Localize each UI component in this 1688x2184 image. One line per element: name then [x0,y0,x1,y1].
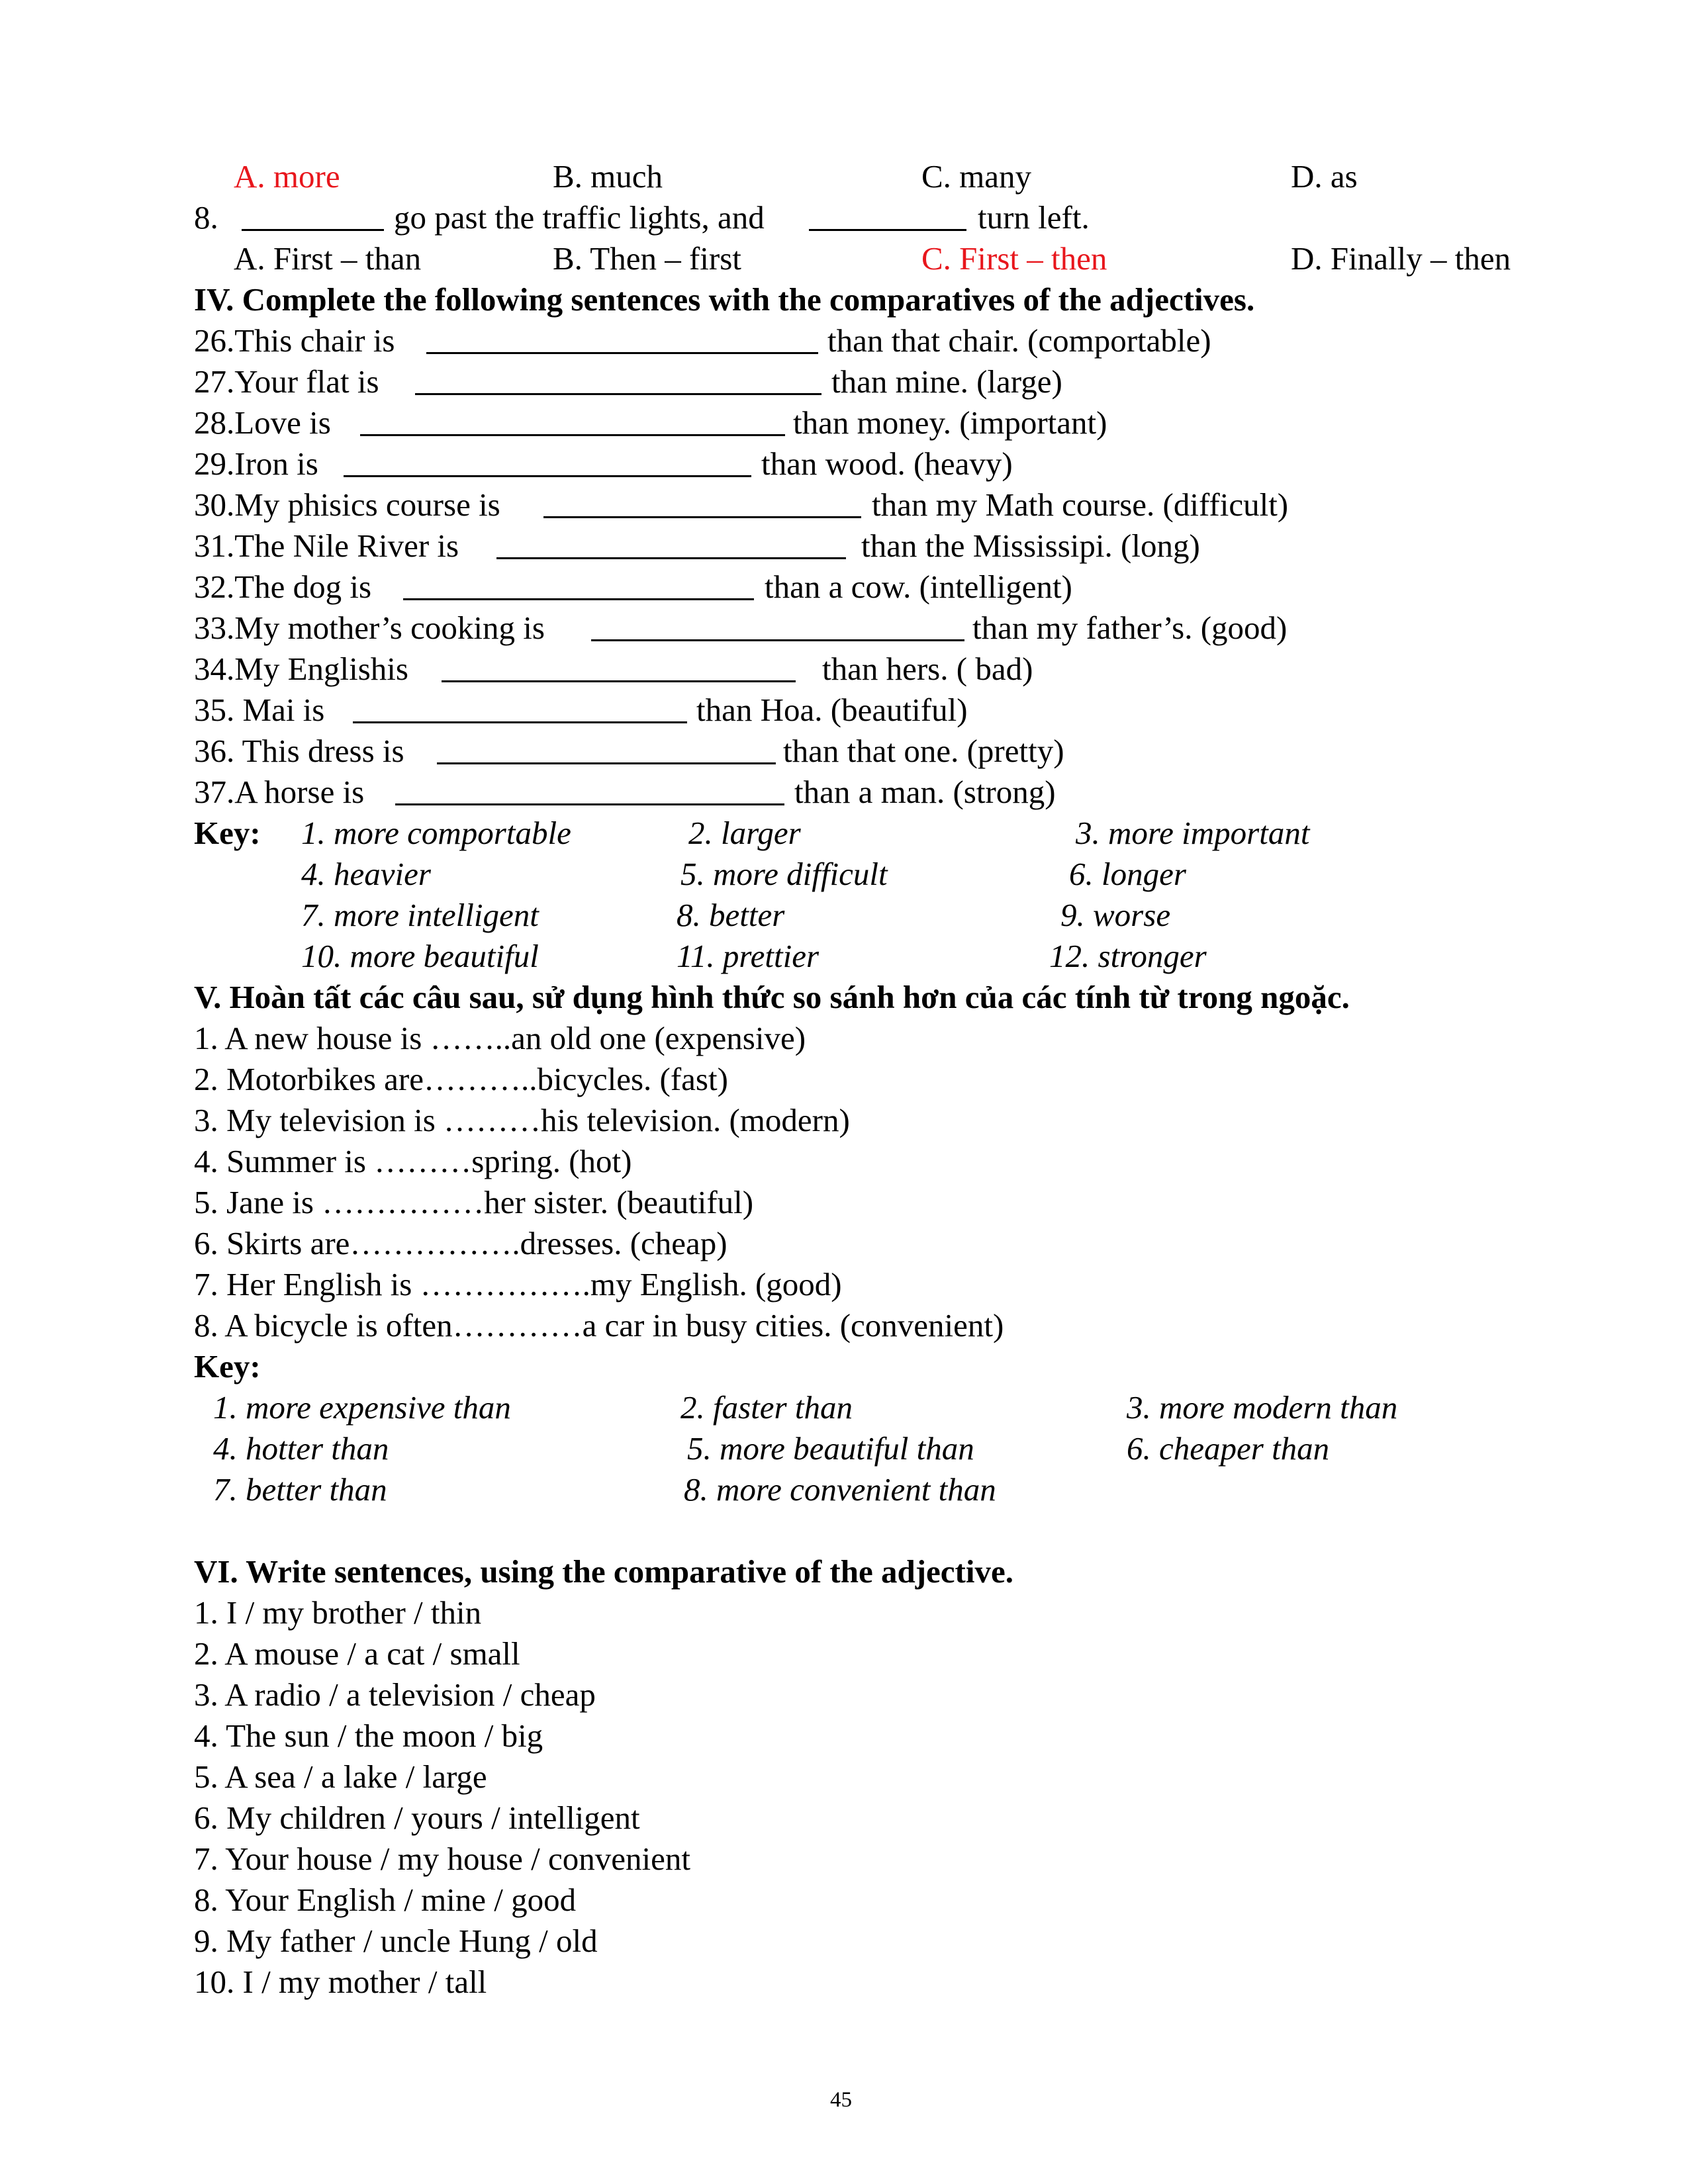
key-answer: 1. more comportable [301,815,571,851]
exercise-item: 1. I / my brother / thin [194,1594,482,1631]
exercise-item: 3. A radio / a television / cheap [194,1676,596,1713]
key-answer: 8. better [677,897,785,933]
q8-option-b: B. Then – first [553,240,741,277]
key-answer: 6. cheaper than [1127,1430,1330,1467]
answer-blank[interactable] [426,320,818,354]
q7-option-d: D. as [1291,158,1358,195]
q8-options-row [0,238,1688,279]
exercise-item: 26.This chair is than that chair. (comportable) [0,320,1688,361]
key-answer: 3. more important [1076,815,1310,851]
exercise-item: 2. A mouse / a cat / small [194,1635,520,1672]
answer-blank[interactable] [543,484,861,518]
q7-option-a: A. more [234,158,340,195]
exercise-item: 2. Motorbikes are………..bicycles. (fast) [194,1061,728,1097]
key-answer: 3. more modern than [1127,1389,1398,1426]
q7-options-row [0,156,1688,197]
exercise-item: 29.Iron is than wood. (heavy) [0,443,1688,484]
q8-text-1: go past the traffic lights, and [394,199,765,236]
exercise-item: 32.The dog is than a cow. (intelligent) [0,567,1688,608]
section-iv-key-row [0,936,1688,977]
q8-number: 8. [194,199,218,236]
q8-blank-1[interactable] [242,197,384,231]
exercise-item: 1. A new house is ……..an old one (expensive) [194,1020,806,1056]
section-v-key-row [0,1469,1688,1510]
page-number: 45 [830,2088,852,2112]
key-answer: 10. more beautiful [301,938,539,974]
exercise-item: 4. Summer is ………spring. (hot) [194,1143,632,1179]
key-answer: 4. hotter than [213,1430,389,1467]
section-iv-key-row [0,813,1688,854]
answer-blank[interactable] [360,402,785,436]
key-answer: 12. stronger [1049,938,1207,974]
q8-option-c: C. First – then [921,240,1107,277]
key-label: Key: [194,1348,261,1385]
answer-blank[interactable] [591,608,964,641]
key-answer: 7. better than [213,1471,387,1508]
key-answer: 9. worse [1060,897,1171,933]
exercise-item: 27.Your flat is than mine. (large) [0,361,1688,402]
exercise-item: 8. A bicycle is often…………a car in busy cities. (convenient) [194,1307,1004,1343]
exercise-item: 37.A horse is than a man. (strong) [0,772,1688,813]
key-answer: 2. larger [688,815,801,851]
exercise-item: 35. Mai is than Hoa. (beautiful) [0,690,1688,731]
exercise-item: 6. Skirts are…………….dresses. (cheap) [194,1225,727,1261]
exercise-item: 9. My father / uncle Hung / old [194,1923,598,1959]
key-answer: 8. more convenient than [684,1471,996,1508]
key-label: Key: [194,815,261,851]
key-answer: 5. more difficult [680,856,888,892]
answer-blank[interactable] [403,567,754,600]
q8-stem [0,197,1688,238]
answer-blank[interactable] [496,525,846,559]
exercise-item: 33.My mother’s cooking is than my father’s. (good) [0,608,1688,649]
exercise-item: 5. A sea / a lake / large [194,1758,487,1795]
exercise-item: 28.Love is than money. (important) [0,402,1688,443]
key-answer: 1. more expensive than [213,1389,511,1426]
exercise-item: 36. This dress is than that one. (pretty) [0,731,1688,772]
exercise-item: 7. Her English is …………….my English. (good) [194,1266,842,1302]
q8-text-2: turn left. [978,199,1090,236]
section-v-key-label [0,1346,1688,1387]
exercise-item: 5. Jane is ……………her sister. (beautiful) [194,1184,754,1220]
section-iv-heading: IV. Complete the following sentences with the comparatives of the adjectives. [194,281,1255,318]
exercise-item: 7. Your house / my house / convenient [194,1841,690,1877]
exercise-item: 8. Your English / mine / good [194,1882,577,1918]
answer-blank[interactable] [395,772,784,805]
exercise-item: 34.My Englishis than hers. ( bad) [0,649,1688,690]
answer-blank[interactable] [344,443,751,477]
answer-blank[interactable] [442,649,796,682]
q8-option-d: D. Finally – then [1291,240,1511,277]
exercise-item: 30.My phisics course is than my Math course. (difficult) [0,484,1688,525]
exercise-item: 3. My television is ………his television. (modern) [194,1102,850,1138]
section-v-heading: V. Hoàn tất các câu sau, sử dụng hình thức so sánh hơn của các tính từ trong ngoặc. [194,979,1350,1015]
exercise-item: 6. My children / yours / intelligent [194,1799,640,1836]
exercise-item: 10. I / my mother / tall [194,1964,487,2000]
key-answer: 11. prettier [677,938,820,974]
q8-blank-2[interactable] [809,197,966,231]
q7-option-c: C. many [921,158,1032,195]
key-answer: 4. heavier [301,856,431,892]
section-vi-heading: VI. Write sentences, using the comparative of the adjective. [194,1553,1013,1590]
section-v-key-row [0,1387,1688,1428]
key-answer: 5. more beautiful than [687,1430,974,1467]
section-v-key-row [0,1428,1688,1469]
key-answer: 2. faster than [680,1389,853,1426]
section-iv-key-row [0,854,1688,895]
q8-option-a: A. First – than [234,240,422,277]
answer-blank[interactable] [353,690,687,723]
key-answer: 7. more intelligent [301,897,539,933]
answer-blank[interactable] [437,731,776,764]
exercise-item: 31.The Nile River is than the Mississipi. (long) [0,525,1688,567]
answer-blank[interactable] [415,361,821,395]
q7-option-b: B. much [553,158,663,195]
section-iv-key-row [0,895,1688,936]
key-answer: 6. longer [1069,856,1186,892]
exercise-item: 4. The sun / the moon / big [194,1717,543,1754]
